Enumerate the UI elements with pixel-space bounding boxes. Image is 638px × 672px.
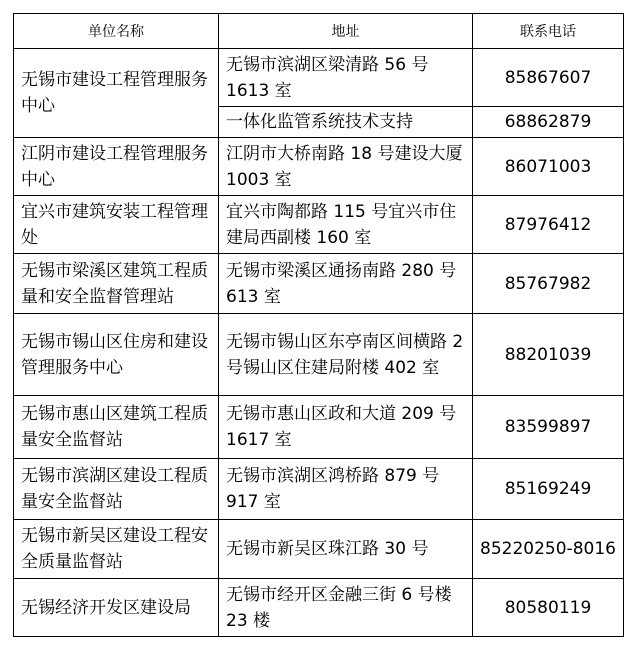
unit-name-cell: 无锡市惠山区建筑工程质量安全监督站: [14, 396, 219, 459]
phone-cell: 85169249: [473, 459, 624, 520]
address-cell: 江阴市大桥南路 18 号建设大厦 1003 室: [219, 138, 473, 196]
table-row: [14, 459, 624, 520]
phone-cell: 87976412: [473, 196, 624, 254]
unit-name-cell: 无锡市锡山区住房和建设管理服务中心: [14, 314, 219, 396]
table-row: [14, 254, 624, 314]
table-row: [14, 196, 624, 254]
phone-cell: 88201039: [473, 314, 624, 396]
phone-cell: 80580119: [473, 579, 624, 637]
address-cell: 一体化监管系统技术支持: [219, 107, 473, 138]
phone-cell: 68862879: [473, 107, 624, 138]
address-cell: 无锡市滨湖区梁清路 56 号 1613 室: [219, 49, 473, 107]
table-row: [14, 396, 624, 459]
unit-name-cell: 无锡市滨湖区建设工程质量安全监督站: [14, 459, 219, 520]
contact-table: [13, 13, 624, 637]
phone-cell: 85867607: [473, 49, 624, 107]
address-cell: 无锡市梁溪区通扬南路 280 号 613 室: [219, 254, 473, 314]
header-unit-name: 单位名称: [14, 14, 219, 49]
address-cell: 无锡市新吴区珠江路 30 号: [219, 520, 473, 579]
address-cell: 无锡市经开区金融三街 6 号楼 23 楼: [219, 579, 473, 637]
table-row: [14, 579, 624, 637]
address-cell: 无锡市惠山区政和大道 209 号 1617 室: [219, 396, 473, 459]
header-phone: 联系电话: [473, 14, 624, 49]
table-row: [14, 138, 624, 196]
phone-cell: 86071003: [473, 138, 624, 196]
table-row: [14, 314, 624, 396]
address-cell: 宜兴市陶都路 115 号宜兴市住建局西副楼 160 室: [219, 196, 473, 254]
unit-name-cell: 江阴市建设工程管理服务中心: [14, 138, 219, 196]
unit-name-cell: 宜兴市建筑安装工程管理处: [14, 196, 219, 254]
header-address: 地址: [219, 14, 473, 49]
table-header-row: [14, 14, 624, 49]
address-cell: 无锡市锡山区东亭南区间横路 2 号锡山区住建局附楼 402 室: [219, 314, 473, 396]
unit-name-cell: 无锡市新吴区建设工程安全质量监督站: [14, 520, 219, 579]
unit-name-cell: 无锡经济开发区建设局: [14, 579, 219, 637]
phone-cell: 83599897: [473, 396, 624, 459]
unit-name-cell: 无锡市梁溪区建筑工程质量和安全监督管理站: [14, 254, 219, 314]
phone-cell: 85220250-8016: [473, 520, 624, 579]
address-cell: 无锡市滨湖区鸿桥路 879 号 917 室: [219, 459, 473, 520]
table-row: [14, 49, 624, 107]
unit-name-cell: 无锡市建设工程管理服务中心: [14, 49, 219, 138]
phone-cell: 85767982: [473, 254, 624, 314]
table-row: [14, 520, 624, 579]
